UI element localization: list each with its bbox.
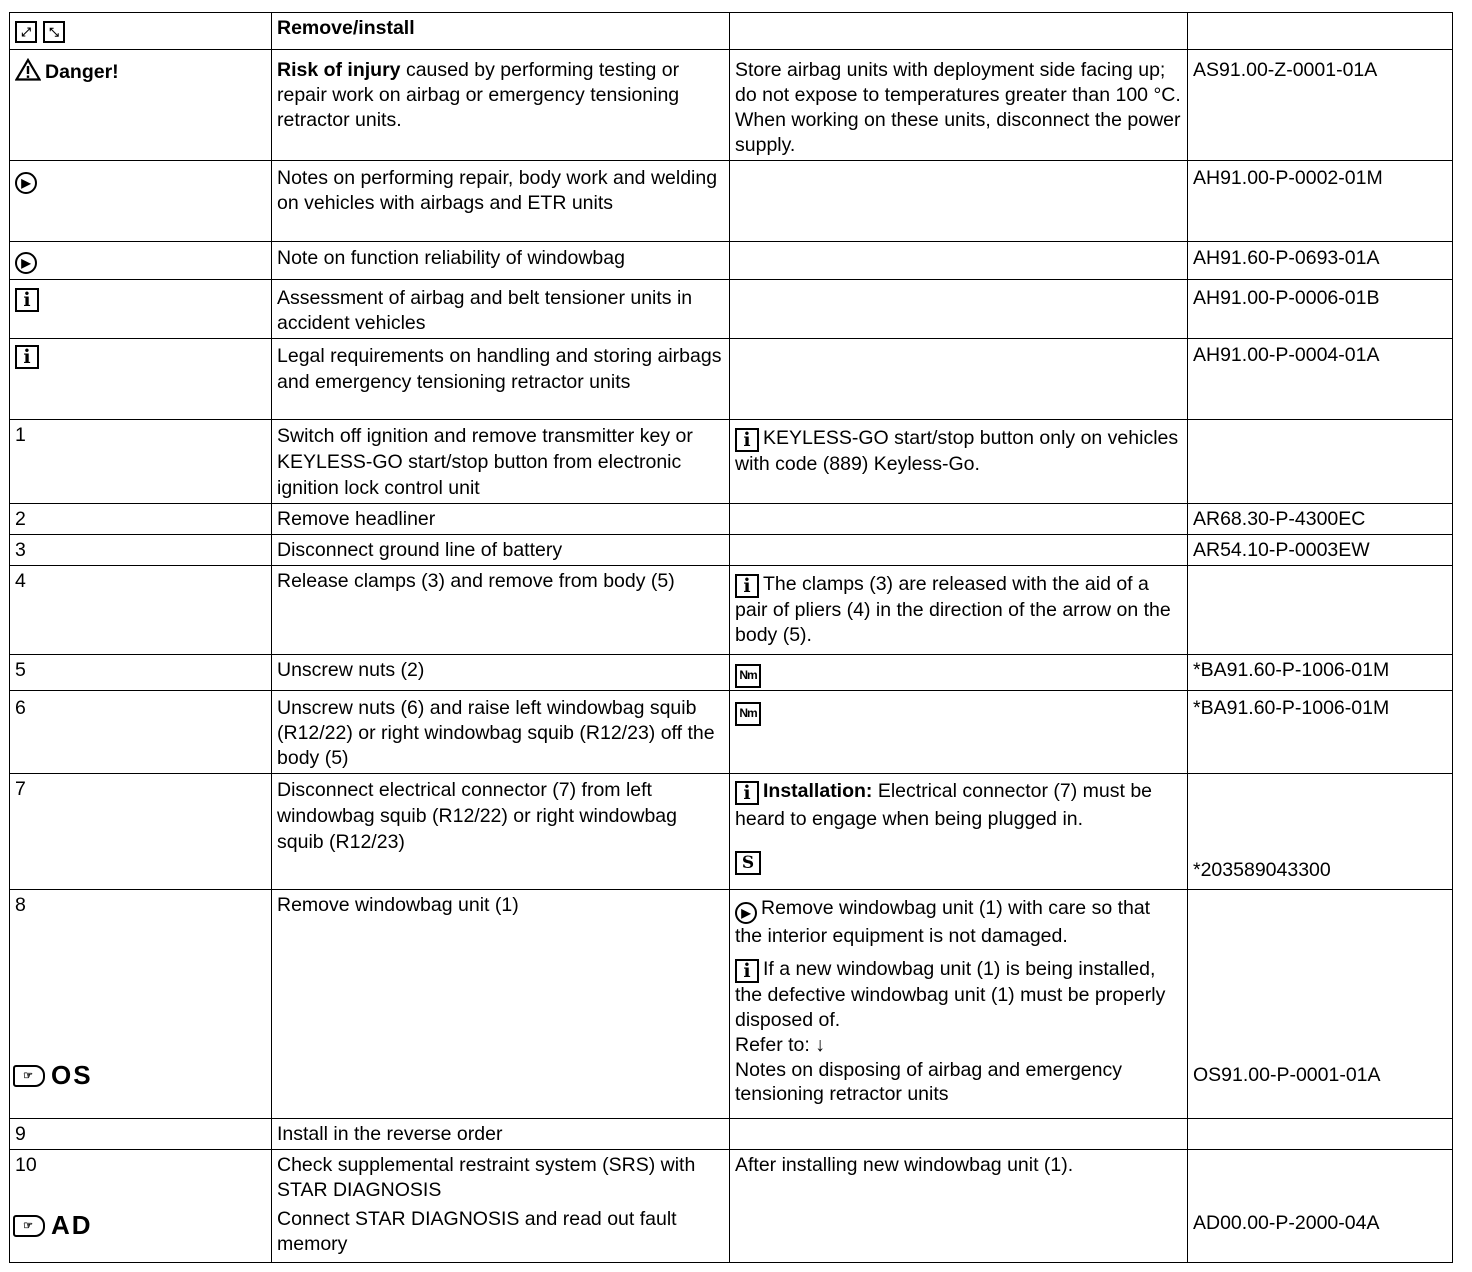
note-row — [10, 242, 1453, 280]
step-text: Install in the reverse order — [272, 1119, 730, 1150]
note-arrow-icon: ▶ — [735, 902, 757, 924]
step-number: 7 — [10, 774, 272, 890]
step-text: Unscrew nuts (6) and raise left windowbag squib (R12/22) or right windowbag squib (R12/23) off the body (5) — [272, 691, 730, 774]
step-row — [10, 566, 1453, 655]
step-ref[interactable]: *BA91.60-P-1006-01M — [1188, 691, 1453, 774]
step-row — [10, 655, 1453, 691]
step-row — [10, 420, 1453, 504]
note-row — [10, 161, 1453, 242]
torque-icon[interactable]: Nm — [735, 664, 761, 688]
step-ref[interactable]: AD00.00-P-2000-04A — [1193, 1212, 1380, 1234]
step-number: 1 — [10, 420, 272, 504]
step-number: 4 — [10, 566, 272, 655]
header-row — [10, 13, 1453, 50]
note-text: Legal requirements on handling and storing airbags and emergency tensioning retractor units — [272, 339, 730, 420]
step-number: 9 — [10, 1119, 272, 1150]
step-ref[interactable]: *BA91.60-P-1006-01M — [1188, 655, 1453, 691]
step-note: KEYLESS-GO start/stop button only on vehicles with code (889) Keyless-Go. — [735, 427, 1179, 475]
step-ref[interactable]: AR54.10-P-0003EW — [1188, 535, 1453, 566]
note-arrow-icon: ▶ — [15, 252, 37, 274]
danger-label: Danger! — [45, 61, 119, 83]
ref-ad[interactable] — [13, 1210, 93, 1240]
step-number: 8 — [15, 894, 26, 916]
step-row — [10, 504, 1453, 535]
step-text: Unscrew nuts (2) — [272, 655, 730, 691]
step-note: The clamps (3) are released with the aid of a pair of pliers (4) in the direction of the arrow on the body (5). — [735, 573, 1171, 646]
info-icon: i — [735, 574, 759, 598]
note-row — [10, 280, 1453, 339]
step-text: Remove headliner — [272, 504, 730, 535]
note-text: Note on function reliability of windowbag — [272, 242, 730, 280]
note-ref[interactable]: AH91.00-P-0004-01A — [1188, 339, 1453, 420]
info-icon: i — [735, 428, 759, 452]
step-note: Electrical connector (7) must be heard to engage when being plugged in. — [735, 780, 1153, 830]
step-text: Disconnect ground line of battery — [272, 535, 730, 566]
step-number: 3 — [10, 535, 272, 566]
step-text: Connect STAR DIAGNOSIS and read out fault memory — [277, 1208, 677, 1255]
step-row — [10, 1150, 1453, 1263]
note-arrow-icon: ▶ — [15, 172, 37, 194]
info-icon: i — [735, 959, 759, 983]
pointing-hand-icon: ☞ — [13, 1065, 45, 1087]
note-ref[interactable]: AH91.00-P-0002-01M — [1188, 161, 1453, 242]
step-row — [10, 890, 1453, 1119]
procedure-table — [9, 12, 1453, 1263]
step-note: Notes on disposing of airbag and emergency tensioning retractor units — [735, 1059, 1122, 1105]
step-row — [10, 691, 1453, 774]
danger-bold: Risk of injury — [277, 59, 401, 81]
ref-os[interactable] — [13, 1060, 93, 1090]
pointing-hand-icon: ☞ — [13, 1215, 45, 1237]
danger-text: caused by performing testing or repair work on airbag or emergency tensioning retractor units. — [277, 59, 680, 131]
refer-label: Refer to: — [735, 1034, 810, 1056]
step-row — [10, 774, 1453, 890]
page-title: Remove/install — [272, 13, 730, 50]
header-icons-cell — [10, 13, 272, 50]
step-number: 2 — [10, 504, 272, 535]
step-number: 5 — [10, 655, 272, 691]
danger-row — [10, 50, 1453, 161]
step-number: 10 — [15, 1154, 37, 1176]
installation-label: Installation: — [763, 780, 873, 802]
step-ref[interactable]: *203589043300 — [1193, 859, 1331, 881]
step-text: Check supplemental restraint system (SRS) with STAR DIAGNOSIS — [277, 1154, 696, 1201]
arrow-down-icon[interactable]: ↓ — [815, 1034, 825, 1056]
danger-note: Store airbag units with deployment side facing up; do not expose to temperatures greater than 100 °C. When working on these units, disconnect the power supply. — [730, 50, 1188, 161]
step-ref[interactable]: OS91.00-P-0001-01A — [1193, 1064, 1381, 1086]
expand-icon[interactable]: ⤢ — [15, 21, 37, 43]
note-row — [10, 339, 1453, 420]
step-ref[interactable]: AR68.30-P-4300EC — [1188, 504, 1453, 535]
info-icon: i — [15, 288, 39, 312]
danger-ref[interactable]: AS91.00-Z-0001-01A — [1188, 50, 1453, 161]
step-number: 6 — [10, 691, 272, 774]
step-note: Remove windowbag unit (1) with care so that the interior equipment is not damaged. — [735, 897, 1151, 947]
ref-code: OS — [51, 1060, 93, 1090]
note-text: Notes on performing repair, body work and welding on vehicles with airbags and ETR units — [272, 161, 730, 242]
step-row — [10, 1119, 1453, 1150]
collapse-icon[interactable]: ⤡ — [43, 21, 65, 43]
ref-code: AD — [51, 1210, 93, 1240]
torque-icon[interactable]: Nm — [735, 702, 761, 726]
step-text: Release clamps (3) and remove from body (5) — [272, 566, 730, 655]
info-icon: i — [735, 781, 759, 805]
step-text: Switch off ignition and remove transmitter key or KEYLESS-GO start/stop button from electronic ignition lock control unit — [272, 420, 730, 504]
note-ref[interactable]: AH91.00-P-0006-01B — [1188, 280, 1453, 339]
step-text: Remove windowbag unit (1) — [272, 890, 730, 1119]
step-note: After installing new windowbag unit (1). — [730, 1150, 1188, 1263]
info-icon: i — [15, 345, 39, 369]
note-text: Assessment of airbag and belt tensioner units in accident vehicles — [272, 280, 730, 339]
note-ref[interactable]: AH91.60-P-0693-01A — [1188, 242, 1453, 280]
special-tool-icon[interactable]: S — [735, 851, 761, 875]
step-text: Disconnect electrical connector (7) from left windowbag squib (R12/22) or right windowbag squib (R12/23) — [272, 774, 730, 890]
step-row — [10, 535, 1453, 566]
step-note: If a new windowbag unit (1) is being installed, the defective windowbag unit (1) must be properly disposed of. — [735, 958, 1166, 1031]
warning-icon — [15, 58, 41, 81]
